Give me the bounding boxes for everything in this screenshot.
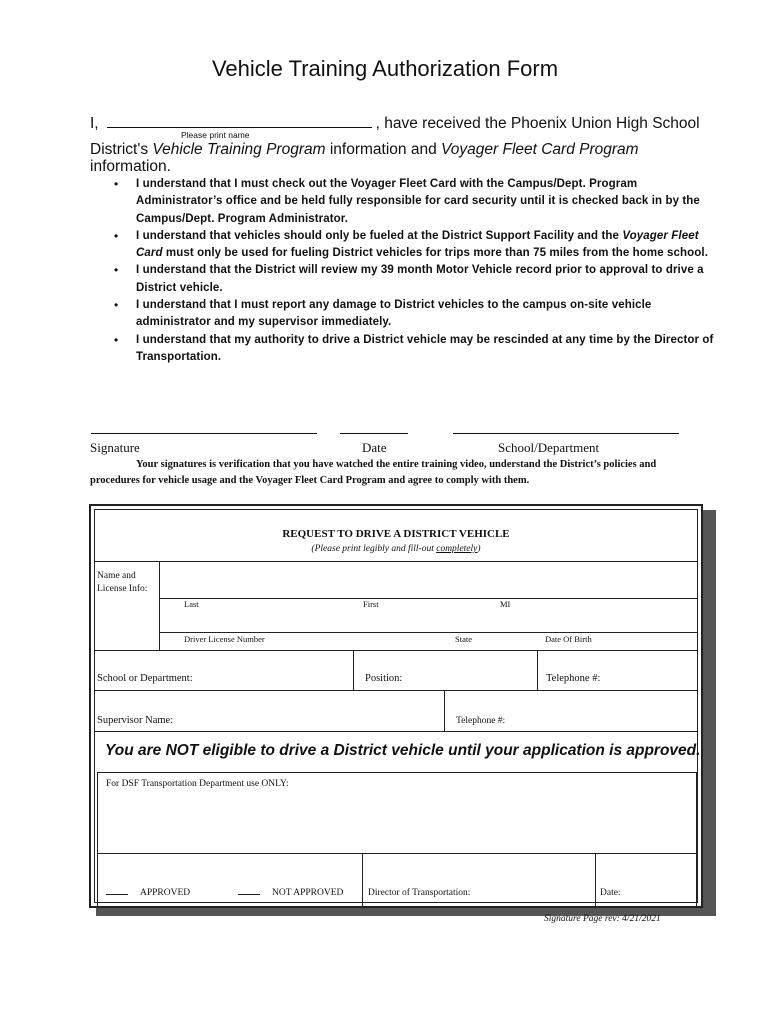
list-item-text: I understand that vehicles should only be fueled at the District Support Facility and the — [136, 229, 623, 242]
name-input[interactable] — [160, 562, 695, 598]
divider — [159, 632, 697, 633]
subtitle-text: ) — [477, 544, 481, 554]
divider — [595, 853, 596, 907]
verification-body: Your signatures is verification that you have watched the entire training video, understand the District’s policies and procedures for vehicle usage and the Voyager Fleet Card Program and agree to comply with them. — [90, 459, 657, 486]
name-license-label — [97, 570, 147, 596]
dsf-label: For DSF Transportation Department use ONLY: — [106, 779, 289, 789]
intro-suffix: , have received the Phoenix Union High School — [375, 115, 700, 132]
mi-label: MI — [500, 599, 511, 609]
print-name-hint: Please print name — [181, 130, 250, 140]
divider — [353, 650, 354, 690]
approval-date-field[interactable]: Date: — [600, 888, 621, 898]
label-line: License Info: — [97, 584, 148, 594]
school-dept-field[interactable]: School or Department: — [97, 673, 193, 684]
label-line: Name and — [97, 571, 136, 581]
intro-text: District's — [90, 141, 153, 158]
director-field[interactable]: Director of Transportation: — [368, 888, 471, 898]
divider — [362, 853, 363, 907]
approved-label: APPROVED — [140, 888, 191, 898]
position-field[interactable]: Position: — [365, 673, 403, 684]
date-field[interactable] — [340, 433, 408, 434]
request-title: REQUEST TO DRIVE A DISTRICT VEHICLE — [282, 528, 510, 540]
not-approved-option[interactable] — [238, 887, 343, 898]
first-label: First — [363, 599, 379, 609]
divider — [444, 690, 445, 731]
state-label: State — [455, 634, 472, 644]
list-item: • I understand that the District will review my 39 month Motor Vehicle record prior to approval to drive a District vehicle. — [136, 262, 715, 297]
request-subtitle — [95, 544, 697, 554]
request-box — [89, 504, 703, 908]
divider — [95, 731, 697, 732]
license-input[interactable] — [160, 610, 695, 632]
verification-text — [90, 457, 690, 489]
school-label: School/Department — [498, 440, 600, 455]
last-label: Last — [184, 599, 199, 609]
divider — [98, 853, 696, 854]
intro-line-2 — [90, 141, 639, 159]
divider — [95, 650, 697, 651]
divider — [537, 650, 538, 690]
request-box-inner — [94, 509, 701, 903]
divider — [95, 690, 697, 691]
list-item: • I understand that I must report any damage to District vehicles to the campus on-site vehicle administrator and my supervisor immediately. — [136, 297, 715, 332]
program-name: Vehicle Training Program — [152, 141, 326, 158]
list-item: • I understand that I must check out the Voyager Fleet Card with the Campus/Dept. Program Administrator’s office and be held fully responsible for card security until it is checked back in by the Campus/Dept. Program Administrator. — [136, 176, 715, 228]
list-item: • I understand that my authority to drive a District vehicle may be rescinded at any time by the Director of Transportation. — [136, 332, 715, 367]
form-title: Vehicle Training Authorization Form — [211, 56, 559, 81]
dsf-office-use-box — [97, 772, 697, 908]
subtitle-emphasis: completely — [436, 544, 478, 554]
list-item-text: must only be used for fueling District vehicles for trips more than 75 miles from the home school. — [162, 247, 709, 260]
not-approved-checkbox[interactable] — [238, 887, 260, 895]
approved-checkbox[interactable] — [106, 887, 128, 895]
date-label: Date — [362, 440, 387, 455]
acknowledgement-list — [90, 176, 715, 366]
divider — [159, 598, 697, 599]
supervisor-field[interactable]: Supervisor Name: — [97, 715, 174, 726]
card-name: Voyager Fleet Card — [136, 229, 699, 260]
approved-option[interactable] — [106, 887, 190, 898]
dl-number-label: Driver License Number — [184, 634, 265, 644]
footer-revision: Signature Page rev: 4/21/2021 — [544, 914, 661, 924]
subtitle-text: (Please print legibly and fill-out — [311, 544, 437, 554]
school-field[interactable] — [453, 433, 679, 434]
eligibility-warning: You are NOT eligible to drive a District vehicle until your application is approved. — [105, 742, 701, 759]
signature-field[interactable] — [91, 433, 317, 434]
intro-prefix: I, — [90, 115, 99, 132]
card-program-name: Voyager Fleet Card Program — [441, 141, 639, 158]
intro-line-3: information. — [90, 158, 171, 175]
supervisor-telephone-field[interactable]: Telephone #: — [456, 716, 506, 726]
print-name-field[interactable] — [107, 113, 372, 128]
not-approved-label: NOT APPROVED — [272, 888, 344, 898]
dob-label: Date Of Birth — [545, 634, 592, 644]
list-item — [136, 228, 715, 263]
telephone-field[interactable]: Telephone #: — [546, 673, 601, 684]
intro-text: information and — [325, 141, 442, 158]
signature-label: Signature — [90, 440, 140, 455]
